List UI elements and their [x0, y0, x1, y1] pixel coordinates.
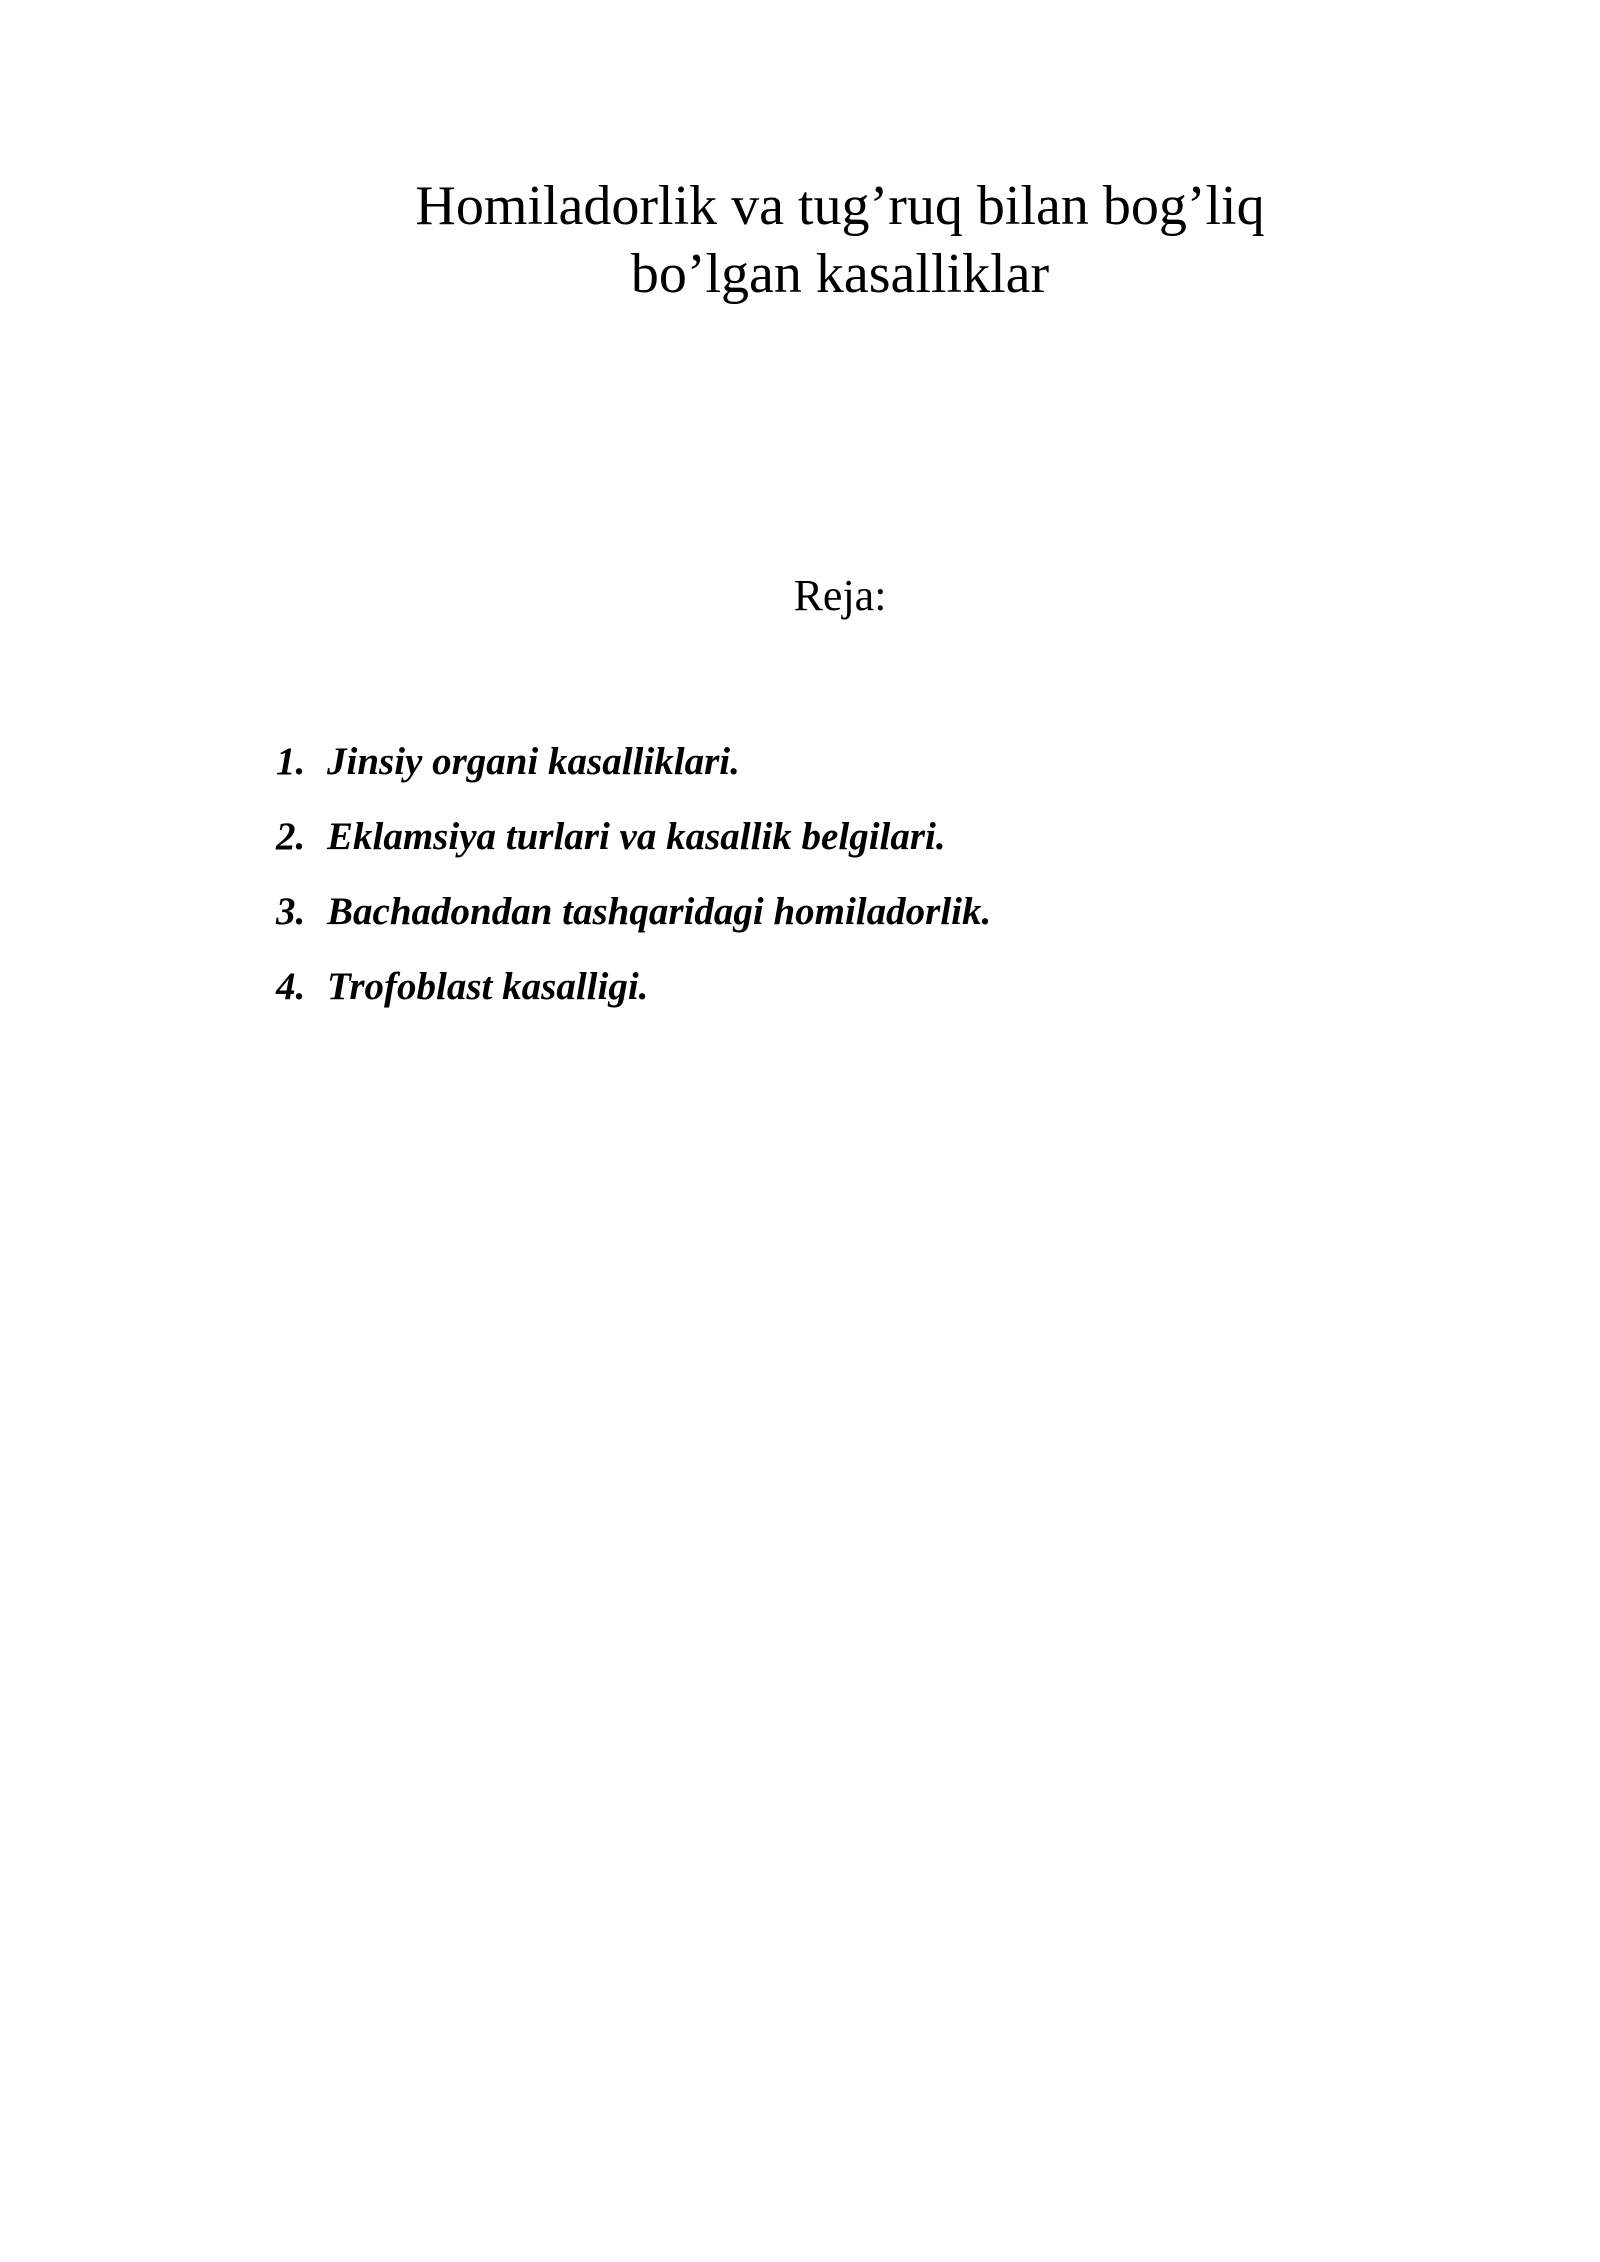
- title-line-2: bo’lgan kasalliklar: [630, 243, 1050, 305]
- plan-item-4: [276, 962, 991, 1037]
- plan-item-1: [276, 737, 991, 812]
- plan-item-number: 4.: [276, 965, 306, 1008]
- plan-heading: Reja:: [793, 571, 887, 620]
- plan-item-text: Jinsiy organi kasalliklari.: [327, 740, 740, 783]
- plan-item-text: Bachadondan tashqaridagi homiladorlik.: [327, 890, 992, 933]
- plan-list: [276, 737, 991, 1037]
- plan-item-text: Eklamsiya turlari va kasallik belgilari.: [327, 815, 946, 858]
- plan-item-number: 2.: [276, 815, 306, 858]
- document-title: [280, 172, 1400, 308]
- plan-item-text: Trofoblast kasalligi.: [327, 965, 649, 1008]
- plan-item-2: [276, 812, 991, 887]
- plan-item-number: 1.: [276, 740, 306, 783]
- title-line-1: Homiladorlik va tug’ruq bilan bog’liq: [415, 175, 1265, 237]
- plan-item-number: 3.: [276, 890, 306, 933]
- plan-item-3: [276, 887, 991, 962]
